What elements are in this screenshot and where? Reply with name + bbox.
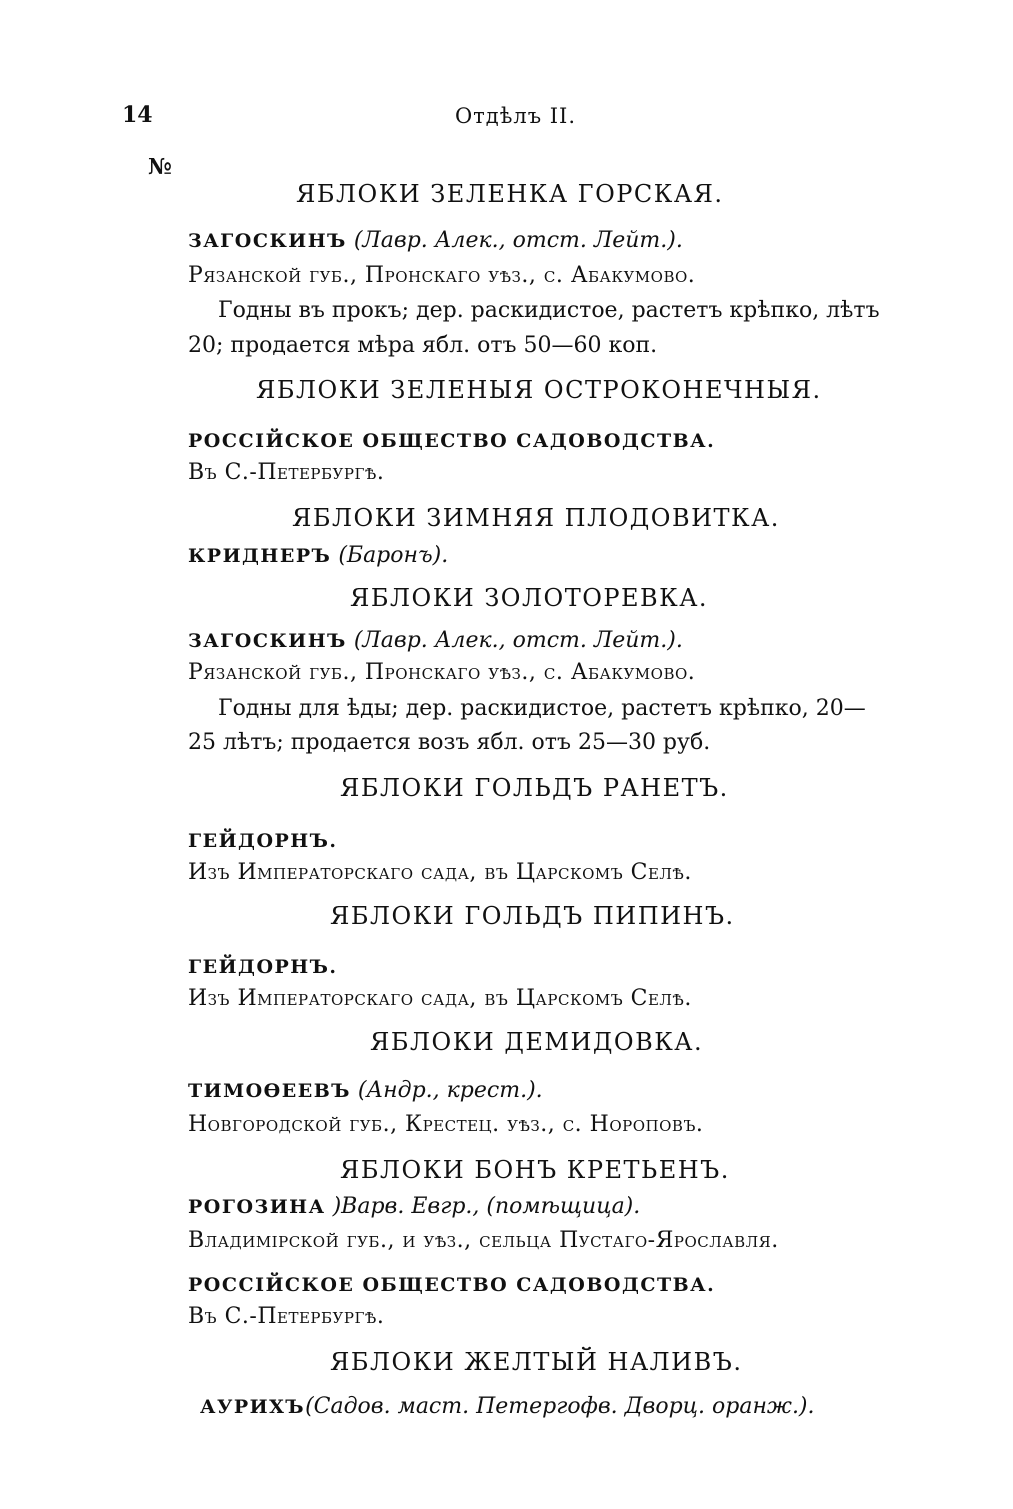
owner-name: ЗАГОСКИНЪ bbox=[188, 230, 347, 252]
page-number: 14 bbox=[122, 102, 153, 128]
section-heading: ЯБЛОКИ ЗЕЛЕНЫЯ ОСТРОКОНЕЧНЫЯ. bbox=[256, 376, 822, 404]
owner-line bbox=[188, 428, 715, 453]
location-line: Въ С.-Петербургѣ. bbox=[188, 1304, 385, 1329]
owner-detail: (Садов. маст. Петергофв. Дворц. оранж.). bbox=[305, 1394, 815, 1419]
description-line: Годны въ прокъ; дер. раскидистое, растетъ крѣпко, лѣтъ bbox=[218, 298, 880, 323]
location-line: Изъ Императорскаго сада, въ Царскомъ Селѣ. bbox=[188, 860, 692, 885]
location-line: Владимірской губ., и уѣз., сельца Пустаго-Ярославля. bbox=[188, 1228, 779, 1253]
owner-line bbox=[188, 1272, 715, 1297]
owner-line bbox=[188, 1078, 543, 1103]
owner-name: РОССІЙСКОЕ ОБЩЕСТВО САДОВОДСТВА. bbox=[188, 1274, 716, 1296]
owner-line bbox=[188, 543, 448, 568]
description-line: 20; продается мѣра ябл. отъ 50—60 коп. bbox=[188, 333, 658, 358]
owner-line bbox=[188, 228, 683, 253]
location-line: Въ С.-Петербургѣ. bbox=[188, 460, 385, 485]
section-heading: ЯБЛОКИ ДЕМИДОВКА. bbox=[370, 1028, 704, 1056]
section-heading: ЯБЛОКИ ЗЕЛЕНКА ГОРСКАЯ. bbox=[296, 180, 724, 208]
section-heading: ЯБЛОКИ ГОЛЬДЪ РАНЕТЪ. bbox=[340, 774, 729, 802]
owner-detail: (Баронъ). bbox=[338, 543, 449, 568]
description-line: 25 лѣтъ; продается возъ ябл. отъ 25—30 руб. bbox=[188, 730, 711, 755]
description-line: Годны для ѣды; дер. раскидистое, растетъ крѣпко, 20— bbox=[218, 696, 866, 721]
location-line: Изъ Императорскаго сада, въ Царскомъ Селѣ. bbox=[188, 986, 692, 1011]
owner-name: ЗАГОСКИНЪ bbox=[188, 630, 347, 652]
section-heading: ЯБЛОКИ БОНЪ КРЕТЬЕНЪ. bbox=[340, 1156, 730, 1184]
owner-line bbox=[188, 954, 338, 979]
section-heading: ЯБЛОКИ ЗИМНЯЯ ПЛОДОВИТКА. bbox=[292, 504, 780, 532]
owner-name: ТИМОѲЕЕВЪ bbox=[188, 1080, 351, 1102]
number-sign: № bbox=[148, 154, 172, 180]
owner-detail: (Андр., крест.). bbox=[357, 1078, 543, 1103]
owner-line bbox=[188, 1194, 640, 1219]
owner-name: ГЕЙДОРНЪ. bbox=[188, 830, 338, 852]
owner-detail: (Лавр. Алек., отст. Лейт.). bbox=[353, 228, 683, 253]
owner-name: АУРИХЪ bbox=[200, 1396, 306, 1418]
location-line: Рязанской губ., Пронскаго уѣз., с. Абакумово. bbox=[188, 263, 696, 288]
location-line: Рязанской губ., Пронскаго уѣз., с. Абакумово. bbox=[188, 660, 696, 685]
location-line: Новгородской губ., Крестец. уѣз., с. Нороповъ. bbox=[188, 1112, 704, 1137]
owner-name: РОГОЗИНА bbox=[188, 1196, 326, 1218]
owner-line bbox=[188, 628, 683, 653]
running-title: Отдѣлъ II. bbox=[454, 104, 577, 128]
section-heading: ЯБЛОКИ ЗОЛОТОРЕВКА. bbox=[350, 584, 709, 612]
owner-name: РОССІЙСКОЕ ОБЩЕСТВО САДОВОДСТВА. bbox=[188, 430, 716, 452]
owner-line bbox=[200, 1394, 815, 1419]
owner-line bbox=[188, 828, 338, 853]
owner-detail: )Варв. Евгр., (помѣщица). bbox=[332, 1194, 641, 1219]
owner-detail: (Лавр. Алек., отст. Лейт.). bbox=[353, 628, 683, 653]
owner-name: КРИДНЕРЪ bbox=[188, 545, 332, 567]
section-heading: ЯБЛОКИ ЖЕЛТЫЙ НАЛИВЪ. bbox=[330, 1348, 743, 1376]
owner-name: ГЕЙДОРНЪ. bbox=[188, 956, 338, 978]
section-heading: ЯБЛОКИ ГОЛЬДЪ ПИПИНЪ. bbox=[330, 902, 735, 930]
